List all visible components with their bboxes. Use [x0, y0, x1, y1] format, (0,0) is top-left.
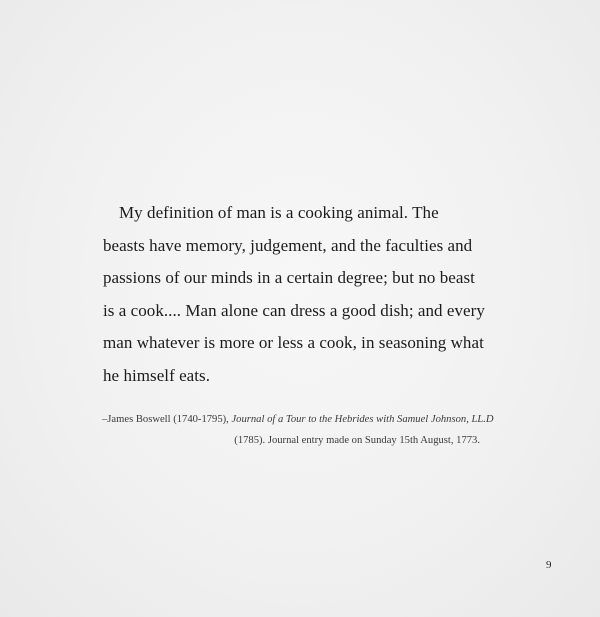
attribution-work-title: Journal of a Tour to the Hebrides with Samuel Johnson, LL.D	[231, 414, 494, 425]
attribution-author: –James Boswell (1740-1795),	[102, 414, 232, 425]
attribution-line-1	[102, 409, 494, 430]
quote-paragraph	[103, 197, 485, 392]
quote-line: My definition of man is a cooking animal. The	[119, 203, 439, 222]
quote-line: is a cook.... Man alone can dress a good dish; and every	[103, 300, 485, 320]
quote-line: beasts have memory, judgement, and the faculties and	[103, 235, 473, 255]
attribution	[102, 409, 494, 451]
quote-line: passions of our minds in a certain degree; but no beast	[103, 268, 475, 287]
attribution-line-2: (1785). Journal entry made on Sunday 15th August, 1773.	[234, 435, 480, 446]
page-number: 9	[546, 559, 552, 571]
quote-line: man whatever is more or less a cook, in seasoning what	[103, 333, 484, 352]
quote-line: he himself eats.	[103, 365, 211, 385]
